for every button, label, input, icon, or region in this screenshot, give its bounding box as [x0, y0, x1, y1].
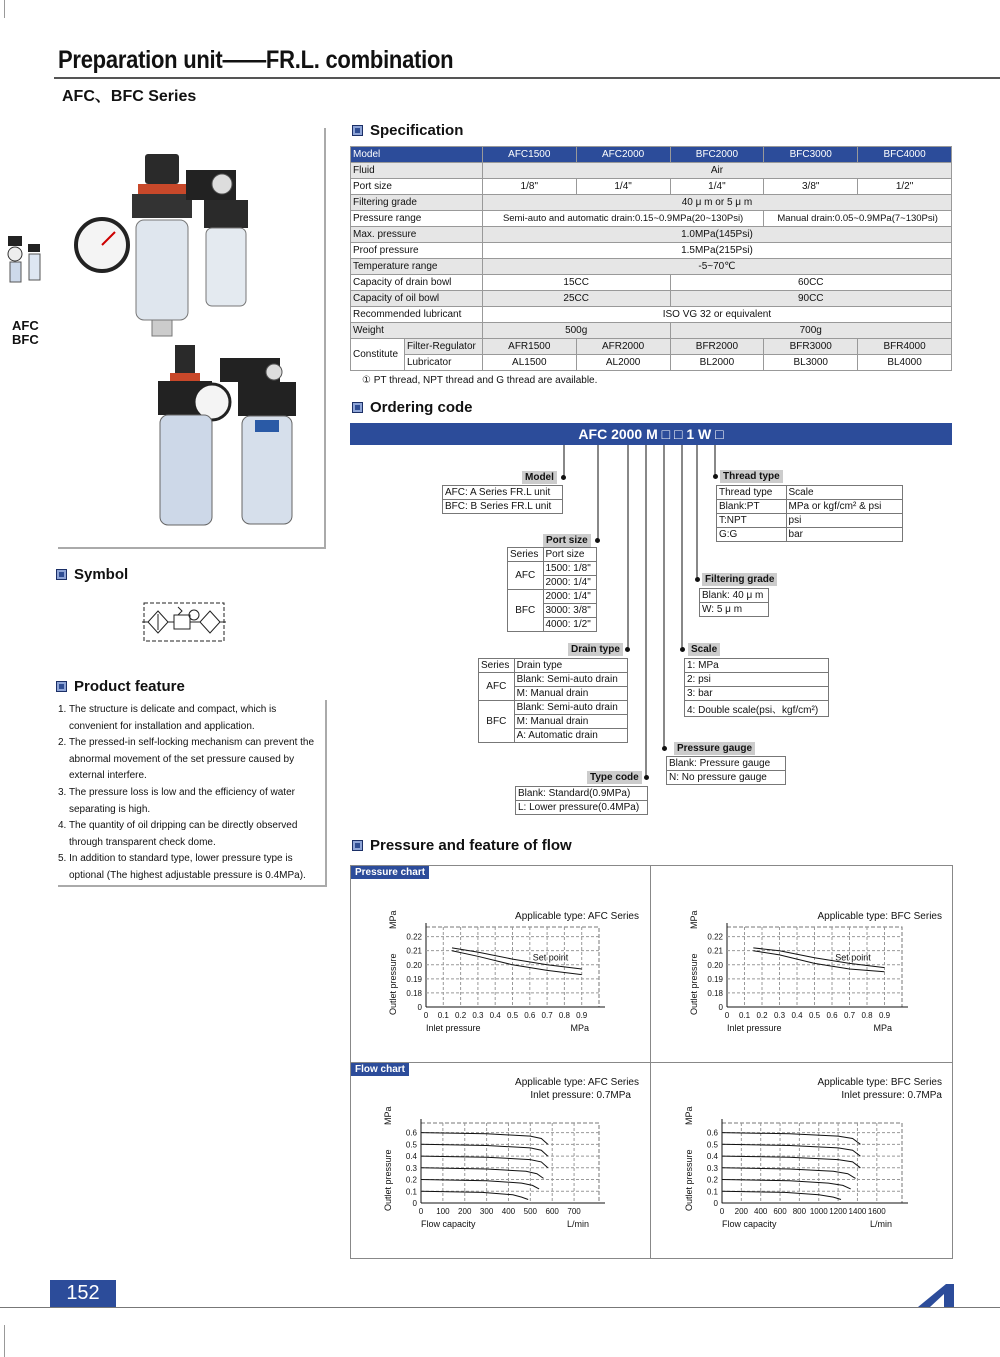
y-tick-label: 0.19	[406, 974, 422, 984]
y-tick-label: 0.6	[706, 1128, 718, 1138]
x-tick-label: 0.7	[541, 1011, 553, 1020]
table-row: Constitute Filter-Regulator AFR1500 AFR2000 BFR2000 BFR3000 BFR4000	[351, 339, 952, 355]
series-line	[421, 1156, 548, 1168]
x-unit-label: MPa	[873, 1023, 892, 1033]
y-tick-label: 0.3	[706, 1163, 718, 1173]
page-number: 152	[50, 1280, 116, 1307]
chart-subtitle: Inlet pressure: 0.7MPa	[841, 1090, 942, 1101]
y-unit-label: MPa	[388, 910, 398, 929]
x-tick-label: 0.4	[489, 1011, 501, 1020]
y-tick-label: 0.5	[706, 1140, 718, 1150]
y-unit-label: MPa	[383, 1106, 393, 1125]
chart-title: Applicable type: BFC Series	[817, 1077, 942, 1088]
x-tick-label: 200	[734, 1207, 749, 1216]
x-tick-label: 0.8	[558, 1011, 570, 1020]
y-tick-label: 0.18	[406, 988, 422, 998]
x-tick-label: 600	[773, 1207, 787, 1216]
flow-chart-afc	[351, 1068, 649, 1256]
series-line	[421, 1168, 544, 1179]
feature-heading: Product feature	[56, 678, 185, 695]
x-tick-label: 600	[545, 1207, 559, 1216]
panel-border	[324, 128, 326, 548]
x-tick-label: 0.1	[437, 1011, 449, 1020]
y-tick-label: 0.4	[706, 1152, 718, 1162]
y-tick-label: 0.20	[406, 960, 422, 970]
connector-dot	[644, 775, 649, 780]
y-tick-label: 0.5	[405, 1140, 417, 1150]
x-tick-label: 300	[479, 1207, 494, 1216]
list-item: 1. The structure is delicate and compact, which is convenient for installation and application.	[58, 704, 277, 732]
y-axis-label: Outlet pressure	[383, 1149, 393, 1211]
x-tick-label: 800	[792, 1207, 807, 1216]
connector-dot	[695, 577, 700, 582]
title-rule	[54, 77, 1000, 79]
y-tick-label: 0	[417, 1003, 422, 1012]
x-tick-label: 1600	[867, 1207, 886, 1216]
x-tick-label: 0.6	[826, 1011, 838, 1020]
pressure-gauge-box: Blank: Pressure gauge N: No pressure gauge	[666, 756, 786, 785]
y-tick-label: 0	[718, 1003, 723, 1012]
x-unit-label: L/min	[566, 1219, 589, 1229]
spec-note: ① PT thread, NPT thread and G thread are available.	[362, 375, 598, 386]
bullet-square-icon	[352, 125, 363, 136]
bullet-square-icon	[352, 840, 363, 851]
type-code-box: Blank: Standard(0.9MPa) L: Lower pressure(0.4MPa)	[515, 786, 648, 815]
connector-dot	[662, 746, 667, 751]
chart-subtitle: Inlet pressure: 0.7MPa	[530, 1090, 631, 1101]
x-tick-label: 0.6	[524, 1011, 536, 1020]
connector-dot	[561, 475, 566, 480]
type-code-label: Type code	[587, 771, 642, 784]
chart-divider	[350, 1062, 953, 1063]
drain-type-label: Drain type	[568, 643, 623, 656]
chart-annotation: Set point	[835, 952, 871, 963]
flow-chart-bfc	[652, 1068, 952, 1256]
y-axis-label: Outlet pressure	[388, 953, 398, 1015]
x-tick-label: 700	[567, 1207, 581, 1216]
x-tick-label: 200	[458, 1207, 472, 1216]
x-tick-label: 0.7	[843, 1011, 856, 1020]
panel-border	[58, 885, 327, 887]
x-tick-label: 0	[724, 1011, 730, 1020]
x-tick-label: 1200	[829, 1207, 847, 1216]
x-axis-label: Flow capacity	[421, 1219, 476, 1229]
bullet-square-icon	[56, 681, 67, 692]
list-item: 2. The pressed-in self-locking mechanism can prevent the abnormal movement of the set pressure caused by external interfere.	[58, 737, 315, 782]
chart-annotation: Set point	[532, 952, 569, 963]
table-row: Port size 1/8" 1/4" 1/4" 3/8" 1/2"	[351, 179, 952, 195]
x-unit-label: L/min	[869, 1219, 892, 1229]
y-tick-label: 0.22	[707, 932, 723, 942]
y-unit-label: MPa	[689, 910, 699, 929]
x-tick-label: 0.8	[861, 1011, 873, 1020]
panel-border	[58, 547, 326, 549]
series-line	[421, 1144, 548, 1156]
series-line	[421, 1191, 528, 1199]
panel-border	[325, 700, 327, 886]
list-item: 3. The pressure loss is low and the efficiency of water separating is high.	[58, 786, 295, 815]
symbol-heading: Symbol	[56, 566, 128, 583]
chart-title: Applicable type: AFC Series	[515, 1077, 639, 1088]
spec-table	[350, 146, 952, 371]
x-tick-label: 0.3	[773, 1011, 786, 1020]
chart-title: Applicable type: AFC Series	[515, 911, 639, 922]
chart-title: Applicable type: BFC Series	[817, 911, 942, 922]
table-row: Temperature range -5~70℃	[351, 259, 952, 275]
small-product-image	[4, 232, 46, 298]
y-tick-label: 0.4	[405, 1152, 417, 1162]
bullet-square-icon	[352, 402, 363, 413]
series-line	[722, 1144, 860, 1156]
table-row: Pressure range Semi-auto and automatic drain:0.15~0.9MPa(20~130Psi) Manual drain:0.05~0.9MPa(7~130Psi)	[351, 211, 952, 227]
x-tick-label: 0.5	[808, 1011, 821, 1020]
x-tick-label: 0.9	[576, 1011, 588, 1020]
series-line	[722, 1133, 860, 1145]
x-tick-label: 0	[418, 1207, 424, 1216]
feature-list	[58, 702, 324, 885]
connector-dot	[680, 647, 685, 652]
x-axis-label: Inlet pressure	[727, 1023, 782, 1033]
x-tick-label: 0.5	[506, 1011, 519, 1020]
y-tick-label: 0.18	[707, 988, 723, 998]
x-tick-label: 1400	[848, 1207, 867, 1216]
port-size-box: Series Port size AFC 1500: 1/8" 2000: 1/4" BFC 2000: 1/4" 3000: 3/8" 4000: 1/2"	[507, 547, 597, 632]
footer-rule	[0, 1307, 1000, 1308]
y-tick-label: 0.20	[707, 960, 723, 970]
table-row: Proof pressure 1.5MPa(215Psi)	[351, 243, 952, 259]
y-tick-label: 0.22	[406, 932, 422, 942]
drain-type-box: Series Drain type AFC Blank: Semi-auto drain M: Manual drain BFC Blank: Semi-auto drain M: Manual drain A: Automatic drain	[478, 658, 628, 743]
product-image	[60, 140, 320, 540]
x-unit-label: MPa	[570, 1023, 589, 1033]
y-tick-label: 0	[713, 1199, 718, 1208]
table-row: Lubricator AL1500 AL2000 BL2000 BL3000 BL4000	[351, 355, 952, 371]
x-tick-label: 0.3	[472, 1011, 484, 1020]
x-tick-label: 400	[754, 1207, 768, 1216]
x-tick-label: 0	[719, 1207, 725, 1216]
series-line	[421, 1180, 539, 1189]
x-tick-label: 400	[501, 1207, 516, 1216]
table-row: Weight 500g 700g	[351, 323, 952, 339]
y-tick-label: 0.21	[406, 946, 422, 956]
connector-dot	[625, 647, 630, 652]
x-tick-label: 0.1	[738, 1011, 751, 1020]
list-item: 4. The quantity of oil dripping can be directly observed through transparent check dome.	[58, 820, 298, 848]
y-tick-label: 0.6	[405, 1128, 417, 1138]
x-tick-label: 100	[436, 1207, 450, 1216]
x-tick-label: 0	[423, 1011, 429, 1020]
x-tick-label: 0.2	[455, 1011, 467, 1020]
y-tick-label: 0.2	[405, 1175, 417, 1185]
list-item: 5. In addition to standard type, lower pressure type is optional (The highest adjustable pressure is 0.4MPa).	[58, 853, 306, 881]
table-row: Max. pressure 1.0MPa(145Psi)	[351, 227, 952, 243]
model-label: Model	[522, 471, 557, 484]
flow-chart-tag: Flow chart	[351, 1063, 409, 1076]
y-axis-label: Outlet pressure	[684, 1149, 694, 1211]
scale-label: Scale	[688, 643, 720, 656]
y-tick-label: 0.21	[707, 946, 723, 956]
filtering-grade-label: Filtering grade	[702, 573, 777, 586]
pressure-chart-tag: Pressure chart	[351, 866, 429, 879]
model-box: AFC: A Series FR.L unit BFC: B Series FR.L unit	[442, 485, 563, 514]
thread-type-label: Thread type	[720, 470, 783, 483]
thread-type-box: Thread type Scale Blank:PT MPa or kgf/cm² & psi T:NPT psi G:G bar	[716, 485, 903, 542]
side-label-bfc: BFC	[12, 332, 39, 347]
brand-logo-icon	[916, 1282, 956, 1308]
connector-dot	[595, 538, 600, 543]
series-line	[722, 1168, 856, 1179]
pressure-chart-bfc	[652, 885, 952, 1061]
y-unit-label: MPa	[684, 1106, 694, 1125]
filtering-grade-box: Blank: 40 μ m W: 5 μ m	[699, 588, 769, 617]
table-row: Capacity of drain bowl 15CC 60CC	[351, 275, 952, 291]
series-line	[722, 1191, 841, 1199]
table-row: Recommended lubricant ISO VG 32 or equivalent	[351, 307, 952, 323]
pneumatic-symbol-icon	[142, 601, 226, 643]
x-tick-label: 0.4	[791, 1011, 803, 1020]
connector-dot	[713, 474, 718, 479]
port-size-label: Port size	[543, 534, 591, 547]
margin-line	[4, 0, 5, 18]
spec-heading: Specification	[352, 122, 463, 139]
y-tick-label: 0.1	[706, 1187, 718, 1197]
margin-line	[4, 1325, 5, 1357]
series-line	[722, 1156, 860, 1168]
x-tick-label: 0.2	[756, 1011, 768, 1020]
y-tick-label: 0.1	[405, 1187, 417, 1197]
ordering-code-bar: AFC 2000 M □ □ 1 W □	[350, 423, 952, 445]
x-tick-label: 0.9	[878, 1011, 891, 1020]
side-label-afc: AFC	[12, 318, 39, 333]
series-line	[421, 1133, 548, 1145]
scale-box: 1: MPa 2: psi 3: bar 4: Double scale(psi、kgf/cm²)	[684, 658, 829, 717]
ordering-heading: Ordering code	[352, 399, 473, 416]
pressure-chart-afc	[351, 885, 649, 1061]
pressure-gauge-label: Pressure gauge	[674, 742, 755, 755]
x-tick-label: 1000	[809, 1207, 828, 1216]
page-title: Preparation unit——FR.L. combination	[58, 46, 454, 74]
table-row: Fluid Air	[351, 163, 952, 179]
x-axis-label: Inlet pressure	[426, 1023, 481, 1033]
y-tick-label: 0	[412, 1199, 417, 1208]
x-axis-label: Flow capacity	[722, 1219, 777, 1229]
y-tick-label: 0.3	[405, 1163, 417, 1173]
table-row: Model AFC1500 AFC2000 BFC2000 BFC3000 BFC4000	[351, 147, 952, 163]
table-row: Capacity of oil bowl 25CC 90CC	[351, 291, 952, 307]
y-tick-label: 0.19	[707, 974, 723, 984]
x-tick-label: 500	[523, 1207, 538, 1216]
y-tick-label: 0.2	[706, 1175, 718, 1185]
page-subtitle: AFC、BFC Series	[62, 88, 197, 105]
table-row: Filtering grade 40 μ m or 5 μ m	[351, 195, 952, 211]
y-axis-label: Outlet pressure	[689, 953, 699, 1015]
flow-heading: Pressure and feature of flow	[352, 837, 572, 854]
bullet-square-icon	[56, 569, 67, 580]
